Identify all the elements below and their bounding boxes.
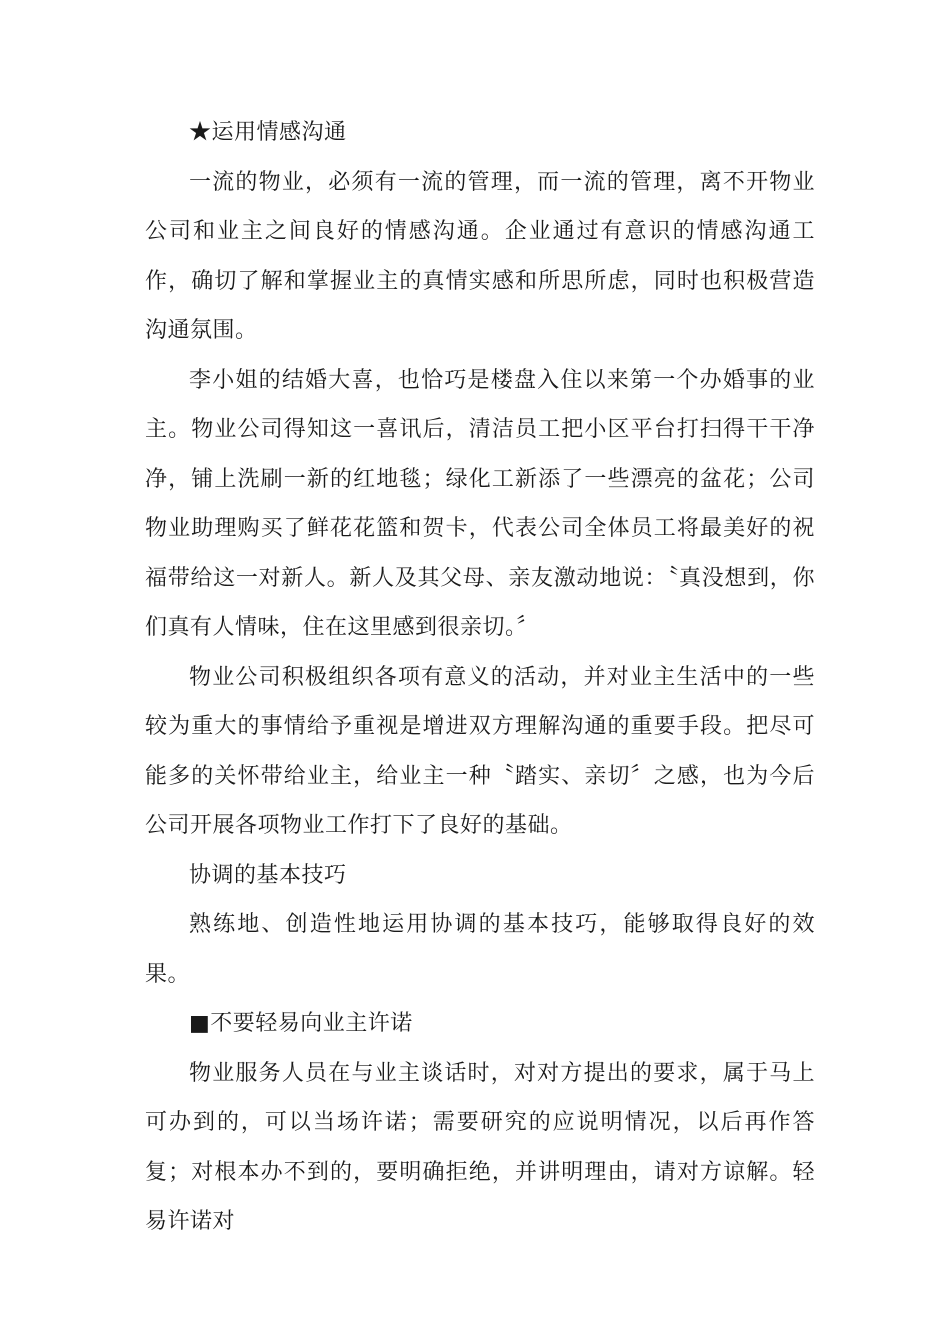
section-heading-coordination-skills: 协调的基本技巧 <box>189 862 347 888</box>
paragraph-wedding-example: 李小姐的结婚大喜，也恰巧是楼盘入住以来第一个办婚事的业主。物业公司得知这一喜讯后，清洁员工把小区平台打扫得干干净净，铺上洗刷一新的红地毯；绿化工新添了一些漂亮的盆花；公司物业助理购买了鲜花花篮和贺卡，代表公司全体员工将最美好的祝福带给这一对新人。新人及其父母、亲友激动地说：〝真没想到，你们真有人情味，住在这里感到很亲切。〞 <box>145 367 815 640</box>
paragraph-promises: 物业服务人员在与业主谈话时，对对方提出的要求，属于马上可办到的，可以当场许诺；需要研究的应说明情况，以后再作答复；对根本办不到的，要明确拒绝，并讲明理由，请对方谅解。轻易许诺对 <box>145 1060 815 1234</box>
paragraph-intro-communication: 一流的物业，必须有一流的管理，而一流的管理，离不开物业公司和业主之间良好的情感沟通。企业通过有意识的情感沟通工作，确切了解和掌握业主的真情实感和所思所虑，同时也积极营造沟通氛围。 <box>145 169 815 343</box>
section-heading-no-easy-promises: ■不要轻易向业主许诺 <box>189 1011 413 1036</box>
paragraph-activities: 物业公司积极组织各项有意义的活动，并对业主生活中的一些较为重大的事情给予重视是增进双方理解沟通的重要手段。把尽可能多的关怀带给业主，给业主一种〝踏实、亲切〞之感，也为今后公司开展各项物业工作打下了良好的基础。 <box>145 664 815 838</box>
section-heading-emotional-communication: ★运用情感沟通 <box>189 120 347 145</box>
document-body <box>145 108 815 1247</box>
paragraph-coordination-intro: 熟练地、创造性地运用协调的基本技巧，能够取得良好的效果。 <box>145 912 815 987</box>
